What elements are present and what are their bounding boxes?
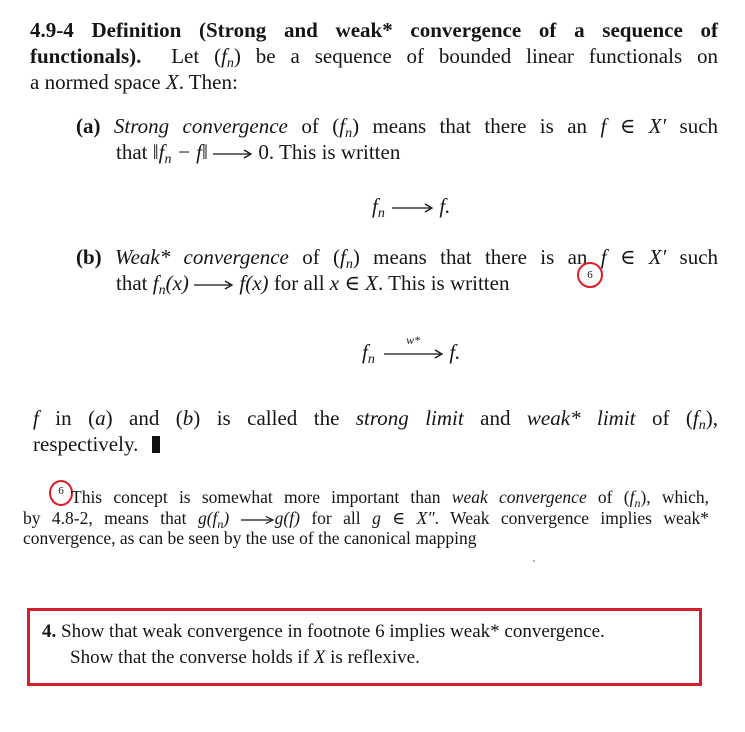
part-a-line2: that $‖f_n$ − f‖ 0. This is written (116, 140, 401, 167)
exercise-line2: Show that the converse holds if X is reflexive. (70, 647, 420, 668)
closing-line2: respectively. (33, 431, 160, 457)
part-b-display: $f_n$ w* f. (362, 333, 461, 367)
footnote-line1: This concept is somewhat more important than weak convergence of $(f_n)$, which, (71, 487, 709, 510)
exercise-line1: 4. Show that weak convergence in footnote 6 implies weak* convergence. (42, 621, 605, 642)
right-arrow-icon (241, 515, 275, 525)
end-of-proof-mark (152, 436, 160, 453)
strong-convergence-term: Strong convergence (113, 114, 288, 138)
part-a-line1: (a) Strong convergence of $(f_n)$ means that there is an f ∈ X′ such (76, 114, 719, 141)
part-a-label: (a) (76, 114, 101, 138)
part-b-label: (b) (76, 245, 102, 269)
part-b-line1: (b) Weak* convergence of $(f_n)$ means that there is an f ∈ X′ such (76, 245, 719, 272)
weak-star-arrow-label: w* (406, 333, 421, 348)
definition-title-line1: Definition (Strong and weak* convergence of a sequence of (91, 18, 718, 42)
definition-number: 4.9-4 (30, 18, 74, 42)
scan-speck (533, 560, 535, 562)
definition-heading-line1 (30, 17, 718, 43)
definition-heading-line2: functionals). Let $(f_n)$ be a sequence of bounded linear functionals on (30, 44, 718, 71)
footnote-mark-number: 6 (58, 485, 64, 497)
right-arrow-icon (390, 202, 434, 214)
footnote-mark-circle (49, 480, 73, 506)
definition-title-line2: functionals). (30, 44, 142, 68)
weak-star-convergence-term: Weak* convergence (115, 245, 289, 269)
part-a-display: $f_n$ f. (372, 194, 451, 221)
footnote-ref-circle (577, 262, 603, 288)
closing-line1: f in (a) and (b) is called the strong limit and weak* limit of $(f_n)$, (33, 406, 719, 433)
definition-intro-line3: a normed space X. Then: (30, 70, 238, 94)
footnote-line3: convergence, as can be seen by the use of the canonical mapping (23, 528, 477, 548)
footnote-line2: by 4.8-2, means that $g(f_n)$ g(f) for all g ∈ X″. Weak convergence implies weak* (23, 508, 710, 531)
right-arrow-icon (213, 148, 253, 160)
part-b-line2: that $f_n(x)$ f(x) for all x ∈ X. This is written (116, 271, 510, 298)
right-arrow-icon (194, 279, 234, 291)
right-arrow-icon (380, 348, 444, 360)
footnote-ref-number: 6 (587, 269, 593, 281)
exercise-number: 4. (42, 621, 57, 642)
